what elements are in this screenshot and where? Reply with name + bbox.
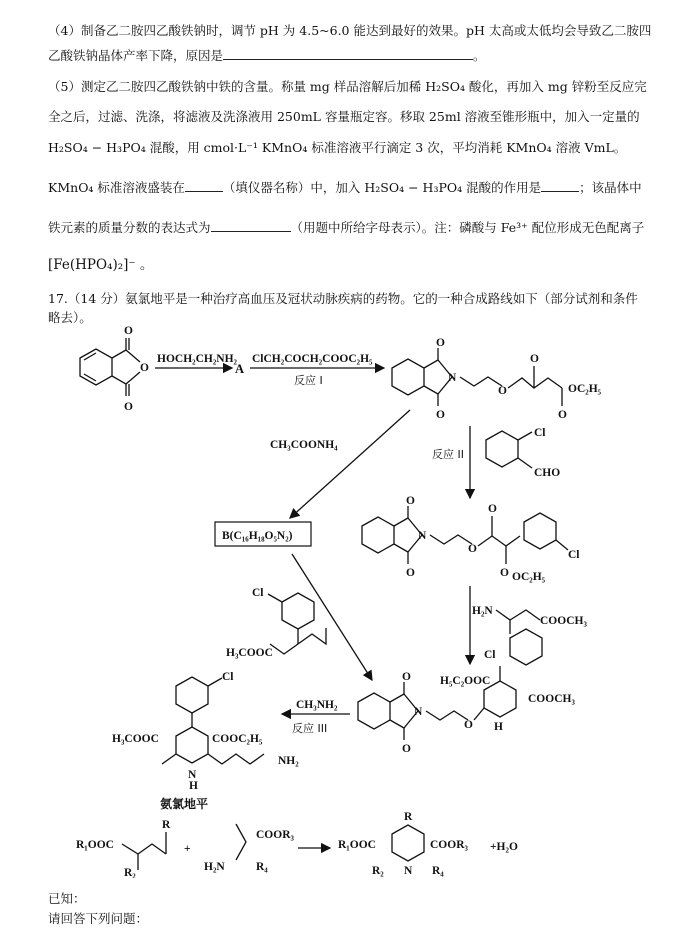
- q5-line-5: [48, 218, 644, 237]
- reagent-ammonium-acetate: CH₃COONH₄: [270, 439, 338, 451]
- known-prod-coor3: COOR₃: [430, 839, 468, 851]
- atom-o: O: [498, 385, 507, 397]
- atom-n: N: [414, 706, 423, 718]
- known-coor3: COOR₃: [256, 829, 294, 841]
- atom-o: O: [406, 495, 415, 507]
- known-r1-ester: R₁OOC: [76, 839, 114, 851]
- atom-o: O: [500, 567, 509, 579]
- q5-line-4-a: KMnO₄ 标准溶液盛装在: [48, 180, 185, 195]
- atom-o: O: [558, 409, 567, 421]
- ethyl-ester-label: OC₂H₅: [568, 383, 602, 395]
- known-r2: R₂: [124, 867, 136, 878]
- enamine-ester: COOCH₃: [540, 615, 587, 627]
- known-prod-nh: N: [404, 865, 413, 877]
- known-prod-r4: R₄: [432, 865, 444, 877]
- atom-o: O: [464, 719, 473, 731]
- enone-ester: H₃COOC: [226, 647, 273, 659]
- atom-o: O: [436, 409, 445, 421]
- atom-o: O: [468, 543, 477, 555]
- question-prompt: 请回答下列问题：: [48, 911, 149, 926]
- reagent-chloro-ketoester: ClCH₂COCH₂COOC₂H₅: [252, 353, 373, 365]
- int-cl: Cl: [484, 649, 496, 661]
- enone-cl: Cl: [252, 587, 264, 599]
- prod-ethyl-ester: COOC₂H₅: [212, 733, 263, 745]
- prod-methyl-ester: H₃COOC: [112, 733, 159, 745]
- atom-o: O: [402, 743, 411, 755]
- atom-o: O: [124, 401, 133, 413]
- known-r: R: [162, 819, 171, 831]
- compound-b-formula: B(C₁₆H₁₈O₅N₂): [222, 530, 293, 542]
- q5-line-5-b: （用题中所给字母表示）。注：磷酸与 Fe³⁺ 配位形成无色配离子: [290, 220, 645, 235]
- enamine-amine: H₂N: [472, 605, 493, 617]
- answer-blank-q4[interactable]: [223, 46, 473, 60]
- atom-cl: Cl: [534, 427, 546, 439]
- reagent-ethanolamine: HOCH₂CH₂NH₂: [157, 353, 237, 365]
- reagent-methylamine: CH₃NH₂: [296, 699, 338, 711]
- enone-reagent-structure: [226, 587, 326, 659]
- atom-o: O: [124, 325, 133, 337]
- aldehyde-group: CHO: [534, 467, 561, 479]
- reaction-label-2: 反应 II: [432, 448, 464, 461]
- atom-o: O: [140, 362, 149, 374]
- answer-blank-acid-role[interactable]: [541, 178, 579, 192]
- q5-line-2: 全之后，过滤、洗涤，将滤液及洗涤液用 250mL 容量瓶定容。移取 25ml 溶液至锥形瓶中，加入一定量的: [48, 109, 640, 124]
- enamine-reagent-structure: [472, 605, 587, 634]
- atom-o: O: [402, 671, 411, 683]
- synthesis-scheme: [0, 318, 692, 878]
- known-r4: R₄: [256, 861, 268, 873]
- answer-blank-mass-fraction[interactable]: [211, 218, 291, 232]
- q17-line-1: 17.（14 分）氨氯地平是一种治疗高血压及冠状动脉疾病的药物。它的一种合成路线如下（部分试剂和条件: [48, 291, 638, 306]
- reaction-label-1: 反应 I: [294, 374, 323, 387]
- int-methyl-ester: COOCH₃: [528, 693, 575, 705]
- q4-line-2-prefix: 乙酸铁钠晶体产率下降，原因是: [48, 48, 224, 63]
- phthalic-anhydride-structure: [80, 325, 149, 413]
- known-prod-r: R: [404, 811, 413, 823]
- q5-line-4-b: （填仪器名称）中，加入 H₂SO₄ − H₃PO₄ 混酸的作用是: [222, 180, 542, 195]
- phthalimide-ketoester-structure: [392, 337, 602, 421]
- chlorobenzaldehyde-structure: [486, 427, 560, 479]
- known-reaction-scheme: [76, 811, 518, 878]
- q4-line-2: [48, 46, 486, 65]
- prod-amine: NH₂: [278, 755, 299, 767]
- product-name: 氨氯地平: [160, 797, 209, 811]
- benzylidene-intermediate-structure: [362, 495, 580, 583]
- reaction-label-3: 反应 III: [292, 722, 328, 735]
- atom-o: O: [530, 353, 539, 365]
- prod-cl: Cl: [222, 671, 234, 683]
- ring-nh: H: [494, 721, 503, 733]
- q5-line-4-c: ；该晶体中: [579, 180, 642, 195]
- known-prod-r1-ester: R₁OOC: [338, 839, 376, 851]
- atom-n: N: [448, 372, 457, 384]
- atom-o: O: [406, 567, 415, 579]
- q5-line-5-a: 铁元素的质量分数的表达式为: [48, 220, 211, 235]
- q5-line-3: H₂SO₄ − H₃PO₄ 混酸，用 cmol·L⁻¹ KMnO₄ 标准溶液平行滴定 3 次，平均消耗 KMnO₄ 溶液 VmL。: [48, 140, 627, 155]
- protected-dihydropyridine-structure: [358, 629, 575, 755]
- prod-h: H: [189, 780, 198, 792]
- prod-nh: N: [188, 769, 197, 781]
- q5-line-4: [48, 178, 642, 197]
- q5-line-6: [Fe(HPO₄)₂]⁻ 。: [48, 257, 154, 273]
- q4-line-1: （4）制备乙二胺四乙酸铁钠时，调节 pH 为 4.5~6.0 能达到最好的效果。pH 太高或太低均会导致乙二胺四: [48, 23, 652, 38]
- known-prod-r2: R₂: [372, 865, 384, 877]
- atom-o: O: [436, 337, 445, 349]
- atom-n: N: [418, 530, 427, 542]
- q5-line-1: （5）测定乙二胺四乙酸铁钠中铁的含量。称量 mg 样品溶解后加稀 H₂SO₄ 酸化，再加入 mg 锌粉至反应完: [48, 79, 647, 94]
- q17-line-2: 略去）。: [48, 310, 92, 325]
- known-label: 已知：: [48, 891, 86, 906]
- ethyl-ester-label: OC₂H₅: [512, 571, 546, 583]
- atom-cl: Cl: [568, 549, 580, 561]
- q4-line-2-suffix: 。: [473, 48, 486, 63]
- intermediate-a: A: [235, 362, 245, 376]
- int-ethyl-ester: H₅C₂OOC: [440, 675, 491, 687]
- atom-o: O: [488, 503, 497, 515]
- plus-sign: +: [184, 843, 191, 855]
- water-byproduct: +H₂O: [490, 841, 518, 853]
- known-amine: H₂N: [204, 861, 225, 873]
- amlodipine-structure: [112, 671, 299, 792]
- answer-blank-instrument[interactable]: [185, 178, 223, 192]
